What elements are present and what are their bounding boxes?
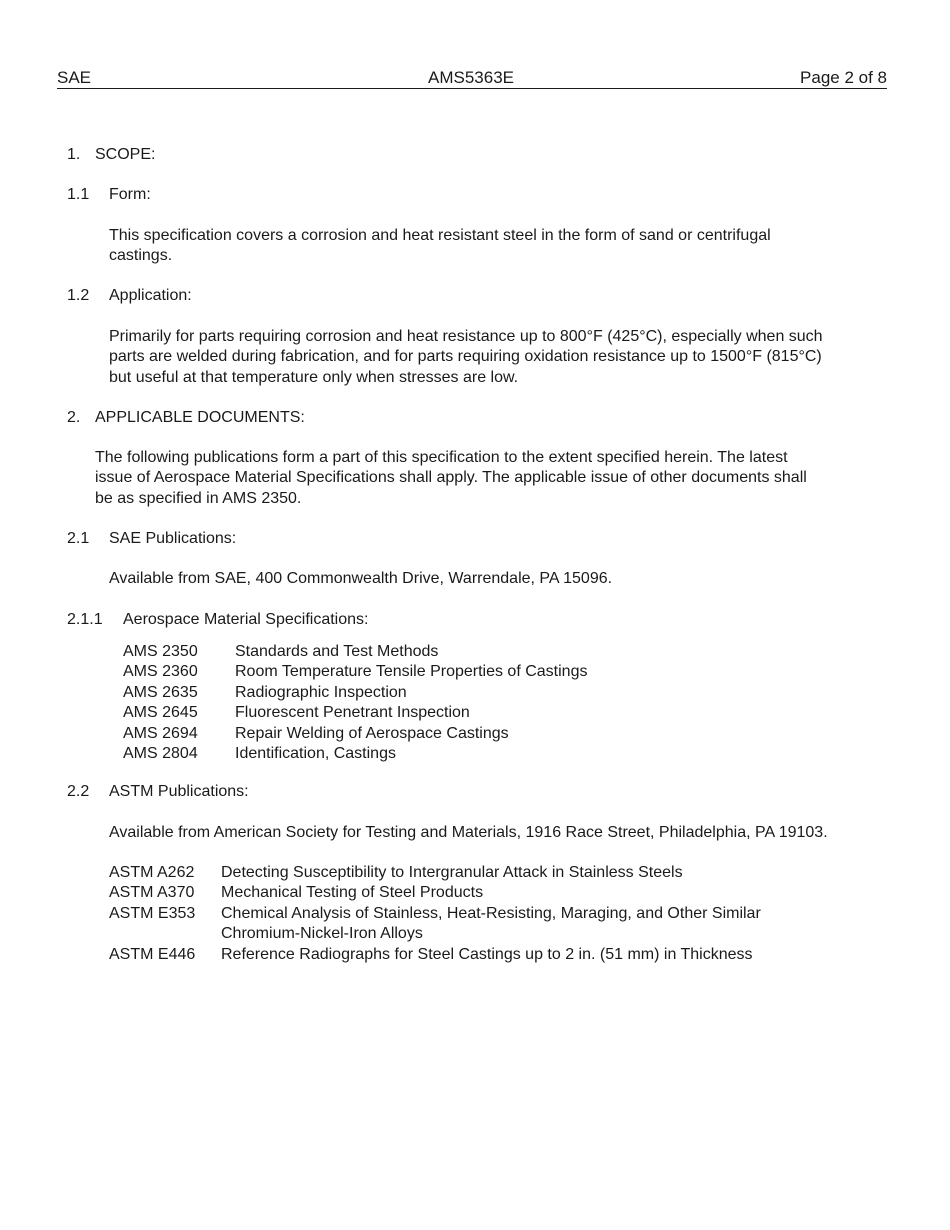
list-item <box>123 683 823 703</box>
section-2-line-3: be as specified in AMS 2350. <box>95 490 302 507</box>
section-1-2-number: 1.2 <box>67 287 90 304</box>
spec-title: Standards and Test Methods <box>235 643 439 660</box>
list-item <box>109 904 889 924</box>
spec-title: Radiographic Inspection <box>235 683 407 701</box>
spec-code: AMS 2350 <box>123 643 198 660</box>
header-page-number: Page 2 of 8 <box>800 68 887 87</box>
section-2-2-line-1: Available from American Society for Testing and Materials, 1916 Race Street, Philadelphia, PA 19103. <box>109 824 828 841</box>
ams-spec-list <box>123 642 823 764</box>
spec-title: Detecting Susceptibility to Intergranular Attack in Stainless Steels <box>221 864 683 881</box>
section-1-1-line-2: castings. <box>109 247 173 264</box>
section-2-1-line-1: Available from SAE, 400 Commonwealth Drive, Warrendale, PA 15096. <box>109 570 613 587</box>
section-2-1-1-number: 2.1.1 <box>67 611 103 628</box>
section-1-2-line-3: but useful at that temperature only when stresses are low. <box>109 369 519 386</box>
list-item <box>123 724 823 744</box>
section-2-1-title: SAE Publications: <box>109 530 237 547</box>
spec-code: AMS 2635 <box>123 683 198 701</box>
section-1-2-title: Application: <box>109 287 192 304</box>
spec-title: Repair Welding of Aerospace Castings <box>235 724 509 742</box>
list-item <box>123 642 823 662</box>
astm-spec-list <box>109 863 889 965</box>
section-1-2-line-2: parts are welded during fabrication, and for parts requiring oxidation resistance up to 1500°F (815°C) <box>109 348 822 365</box>
page-header <box>57 68 887 89</box>
list-item <box>109 863 889 883</box>
spec-title: Identification, Castings <box>235 744 396 762</box>
spec-title: Chemical Analysis of Stainless, Heat-Resisting, Maraging, and Other Similar <box>221 904 761 922</box>
spec-code: AMS 2694 <box>123 724 198 742</box>
list-item <box>109 883 889 903</box>
section-1-2-line-1: Primarily for parts requiring corrosion and heat resistance up to 800°F (425°C), especially when such <box>109 328 823 345</box>
spec-title: Mechanical Testing of Steel Products <box>221 884 484 902</box>
section-1-number: 1. <box>67 146 81 163</box>
spec-code: AMS 2804 <box>123 744 198 762</box>
spec-code: ASTM A370 <box>109 884 195 902</box>
section-2-1-1-title: Aerospace Material Specifications: <box>123 611 369 628</box>
list-item <box>123 744 823 764</box>
spec-title: Reference Radiographs for Steel Castings up to 2 in. (51 mm) in Thickness <box>221 945 753 963</box>
list-item <box>123 662 823 682</box>
header-org: SAE <box>57 68 92 87</box>
section-2-line-1: The following publications form a part of this specification to the extent specified herein. The latest <box>95 449 788 466</box>
spec-title-continued: Chromium-Nickel-Iron Alloys <box>221 925 423 943</box>
spec-title: Room Temperature Tensile Properties of Castings <box>235 663 588 681</box>
section-2-1-number: 2.1 <box>67 530 90 547</box>
spec-code: ASTM E446 <box>109 945 196 963</box>
section-2-2-title: ASTM Publications: <box>109 783 249 800</box>
list-item <box>109 924 889 944</box>
section-1-1-number: 1.1 <box>67 186 90 203</box>
section-1-title: SCOPE: <box>95 146 156 163</box>
section-1-1-title: Form: <box>109 186 151 203</box>
spec-title: Fluorescent Penetrant Inspection <box>235 704 470 722</box>
section-1-1-line-1: This specification covers a corrosion and heat resistant steel in the form of sand or centrifugal <box>109 227 771 244</box>
section-2-title: APPLICABLE DOCUMENTS: <box>95 409 305 426</box>
spec-code: ASTM E353 <box>109 904 196 922</box>
list-item <box>109 945 889 965</box>
section-2-line-2: issue of Aerospace Material Specifications shall apply. The applicable issue of other documents shall <box>95 469 807 486</box>
header-doc-number: AMS5363E <box>428 68 514 87</box>
spec-code: AMS 2645 <box>123 704 198 722</box>
section-2-2-number: 2.2 <box>67 783 90 800</box>
spec-code: AMS 2360 <box>123 663 198 681</box>
section-2-number: 2. <box>67 409 81 426</box>
list-item <box>123 703 823 723</box>
spec-code: ASTM A262 <box>109 864 195 881</box>
